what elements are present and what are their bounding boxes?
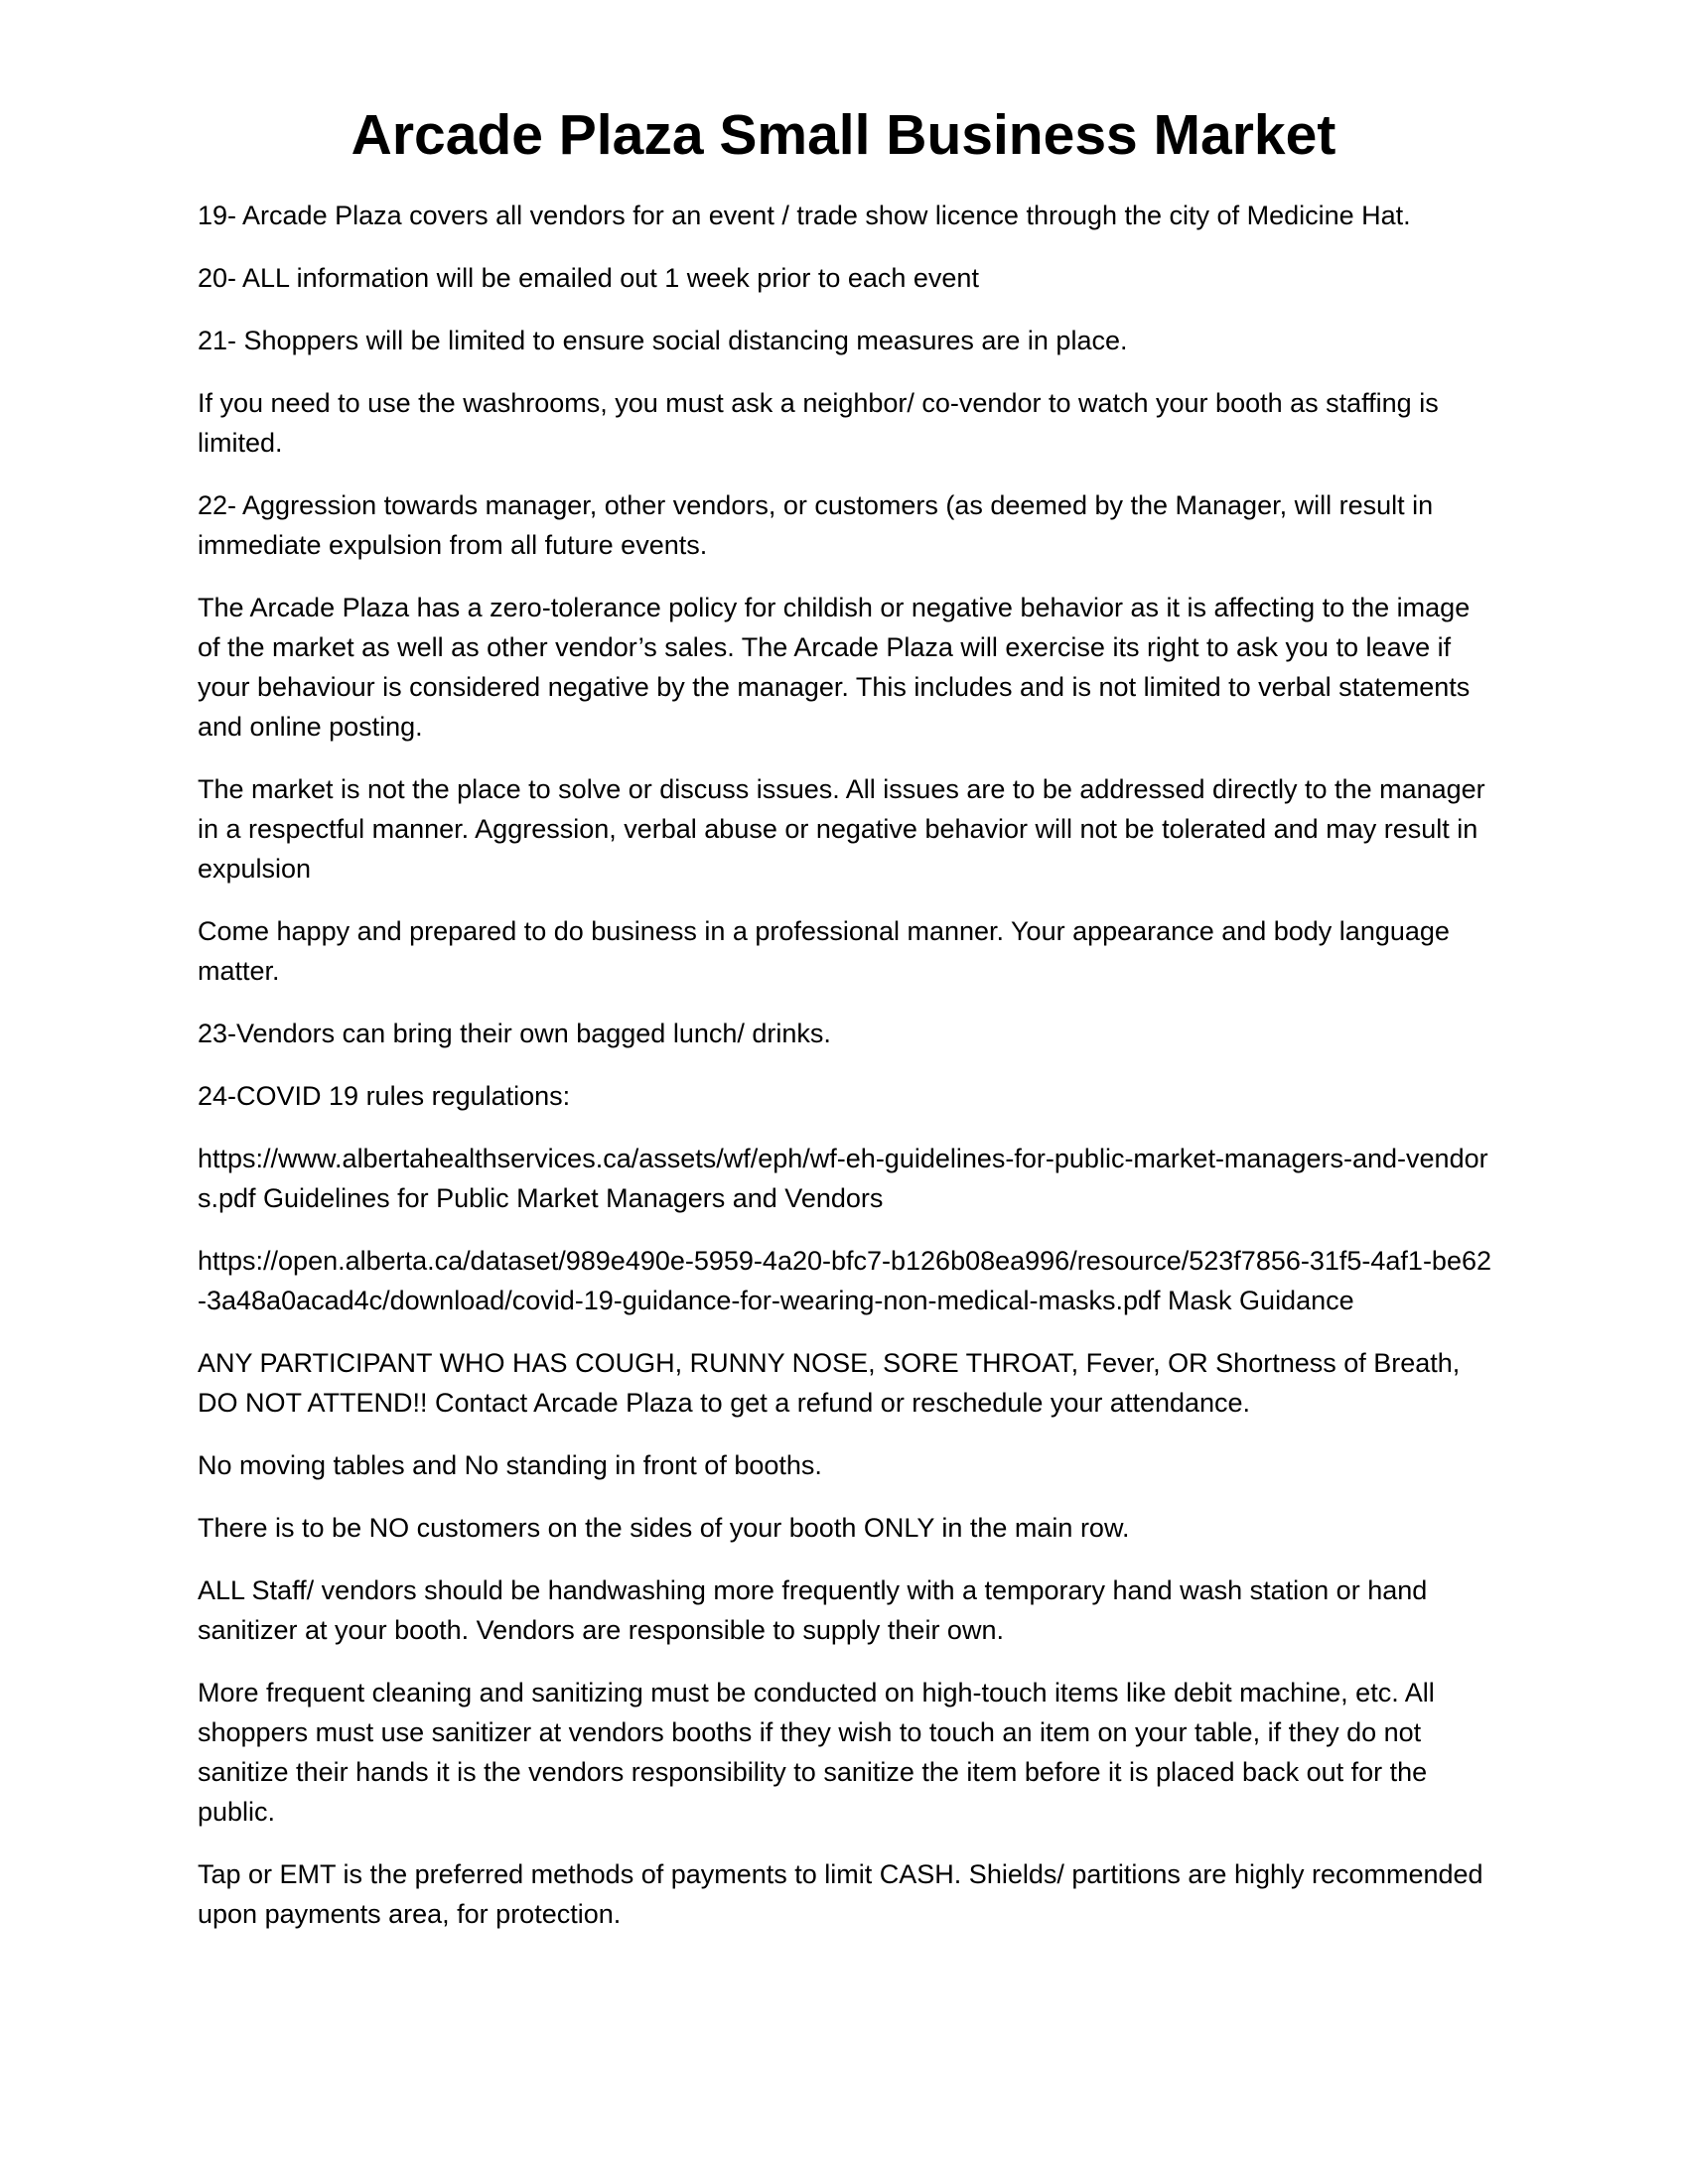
symptoms-warning-paragraph: ANY PARTICIPANT WHO HAS COUGH, RUNNY NOSE, SORE THROAT, Fever, OR Shortness of Breath, DO NOT ATTEND!! Contact Arcade Plaza to get a refund or reschedule your attendance. (198, 1348, 1461, 1418)
page-title: Arcade Plaza Small Business Market (351, 103, 1336, 167)
rule-22-paragraph: 22- Aggression towards manager, other vendors, or customers (as deemed by the Manager, will result in immediate expulsion from all future events. (198, 490, 1434, 560)
washroom-paragraph: If you need to use the washrooms, you must ask a neighbor/ co-vendor to watch your booth as staffing is limited. (198, 388, 1439, 458)
zero-tolerance-paragraph: The Arcade Plaza has a zero-tolerance policy for childish or negative behavior as it is affecting to the image of the market as well as other vendor’s sales. The Arcade Plaza will exercise its right to ask you to leave if your behaviour is considered negative by the manager. This includes and is not limited to verbal statements and online posting. (198, 593, 1471, 742)
rule-20-paragraph: 20- ALL information will be emailed out 1 week prior to each event (198, 263, 979, 293)
rule-24-paragraph: 24-COVID 19 rules regulations: (198, 1081, 571, 1111)
rule-23-paragraph: 23-Vendors can bring their own bagged lunch/ drinks. (198, 1019, 831, 1048)
cleaning-paragraph: More frequent cleaning and sanitizing must be conducted on high-touch items like debit machine, etc. All shoppers must use sanitizer at vendors booths if they wish to touch an item on your table, if they do not sanitize their hands it is the vendors responsibility to sanitize the item before it is placed back out for the public. (198, 1678, 1435, 1827)
payments-paragraph: Tap or EMT is the preferred methods of payments to limit CASH. Shields/ partitions are highly recommended upon payments area, for protection. (198, 1859, 1483, 1929)
mask-guidance-link-paragraph: https://open.alberta.ca/dataset/989e490e-5959-4a20-bfc7-b126b08ea996/resource/523f7856-31f5-4af1-be62-3a48a0acad4c/download/covid-19-guidance-for-wearing-non-medical-masks.pdf Mask Guidance (198, 1246, 1492, 1315)
issues-paragraph: The market is not the place to solve or discuss issues. All issues are to be addressed directly to the manager in a respectful manner. Aggression, verbal abuse or negative behavior will not be tolerated and may result in expulsion (198, 774, 1485, 884)
handwashing-paragraph: ALL Staff/ vendors should be handwashing more frequently with a temporary hand wash station or hand sanitizer at your booth. Vendors are responsible to supply their own. (198, 1575, 1428, 1645)
no-moving-tables-paragraph: No moving tables and No standing in front of booths. (198, 1450, 822, 1480)
professional-manner-paragraph: Come happy and prepared to do business in a professional manner. Your appearance and body language matter. (198, 916, 1450, 986)
rule-21-paragraph: 21- Shoppers will be limited to ensure social distancing measures are in place. (198, 326, 1128, 355)
document-body (198, 196, 1498, 1957)
booth-sides-paragraph: There is to be NO customers on the sides of your booth ONLY in the main row. (198, 1513, 1130, 1543)
rule-19-paragraph: 19- Arcade Plaza covers all vendors for an event / trade show licence through the city of Medicine Hat. (198, 201, 1411, 230)
guidelines-link-paragraph: https://www.albertahealthservices.ca/assets/wf/eph/wf-eh-guidelines-for-public-market-managers-and-vendors.pdf Guidelines for Public Market Managers and Vendors (198, 1144, 1488, 1213)
